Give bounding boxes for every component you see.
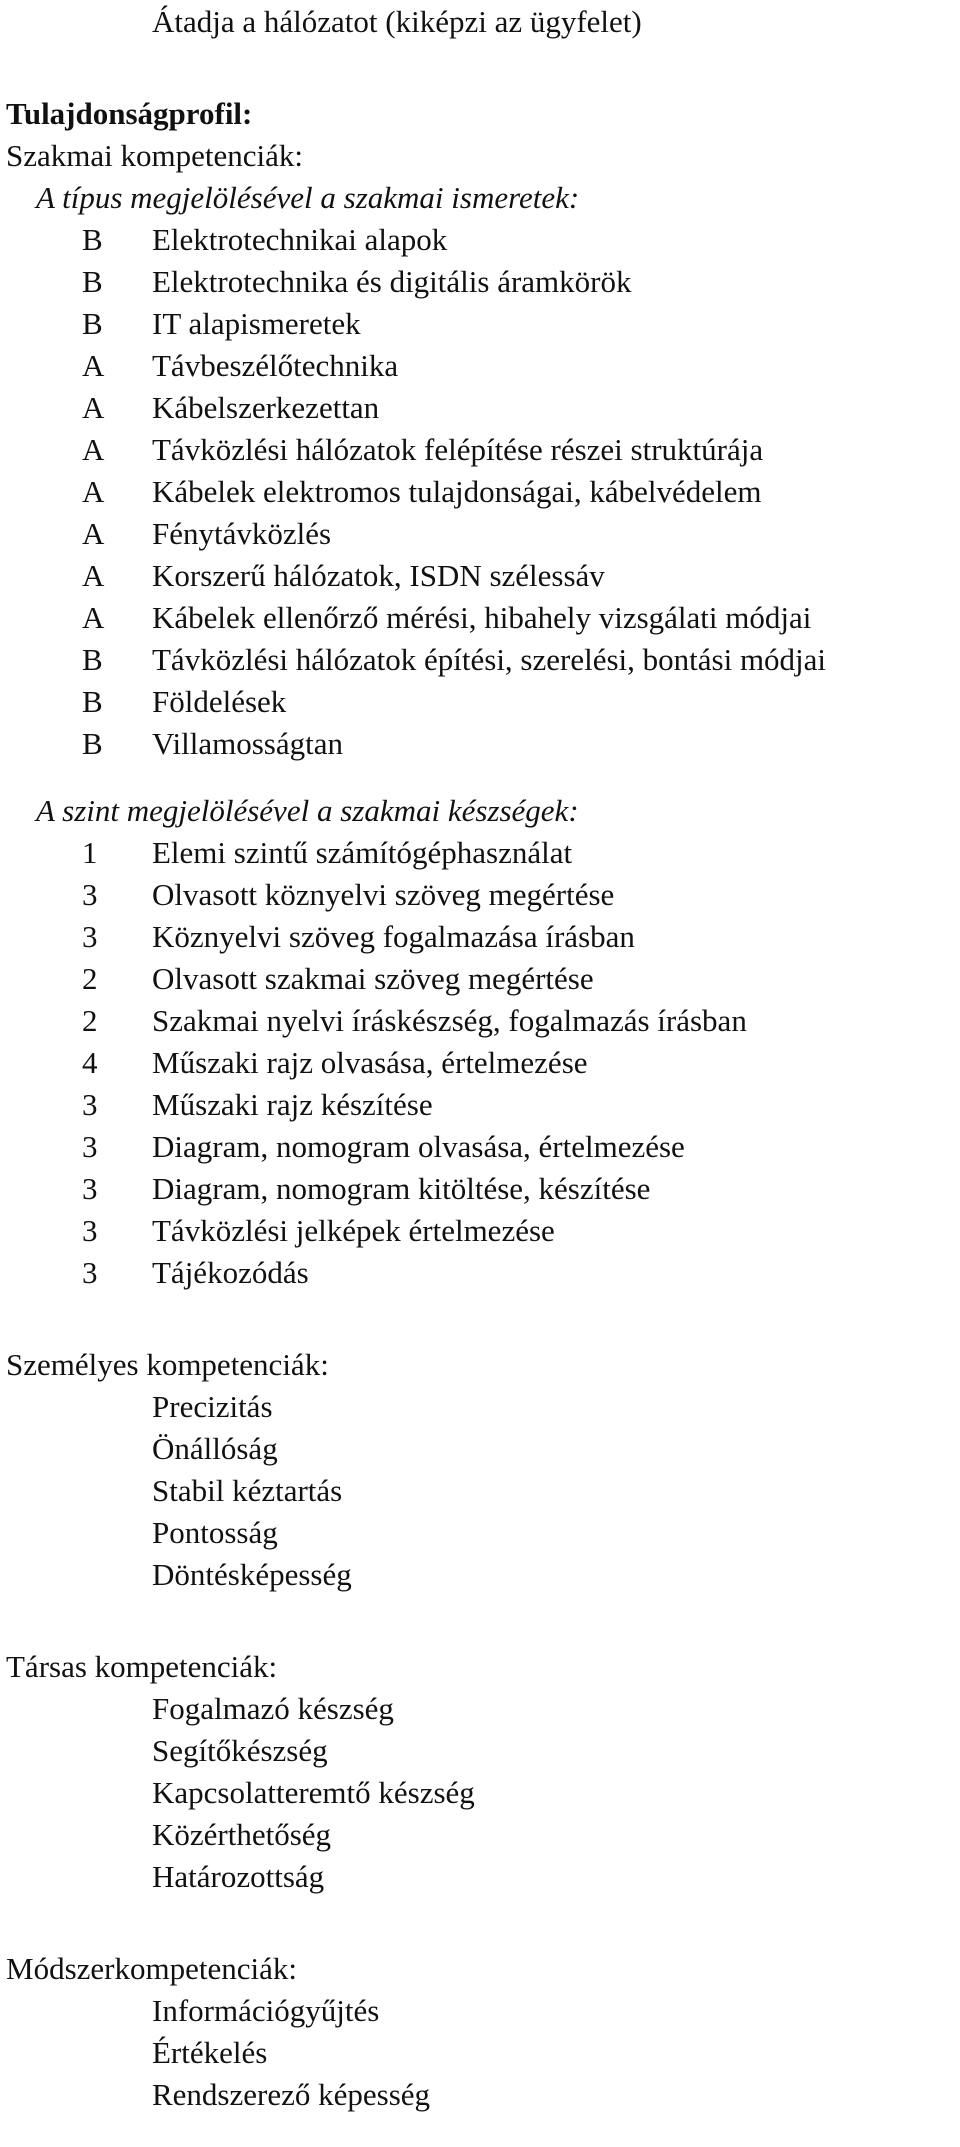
skill-text: Diagram, nomogram kitöltése, készítése	[152, 1171, 651, 1206]
social-item: Kapcsolatteremtő készség	[152, 1775, 475, 1810]
skill-item	[6, 1126, 956, 1168]
social-item: Közérthetőség	[152, 1817, 332, 1852]
skill-text: Szakmai nyelvi íráskészség, fogalmazás írásban	[152, 1003, 747, 1038]
knowledge-code: A	[82, 348, 105, 383]
knowledge-text: IT alapismeretek	[152, 306, 361, 341]
knowledge-code: B	[82, 684, 103, 719]
knowledge-text: Fénytávközlés	[152, 516, 332, 551]
professional-title: Szakmai kompetenciák:	[6, 138, 303, 173]
social-title: Társas kompetenciák:	[6, 1649, 278, 1684]
knowledge-code: B	[82, 222, 103, 257]
skill-level: 3	[82, 919, 98, 954]
skill-item	[6, 1210, 956, 1252]
knowledge-text: Villamosságtan	[152, 726, 343, 761]
skill-text: Olvasott köznyelvi szöveg megértése	[152, 877, 615, 912]
skill-level: 3	[82, 1171, 98, 1206]
knowledge-text: Távközlési hálózatok építési, szerelési, bontási módjai	[152, 642, 827, 677]
skill-text: Elemi szintű számítógéphasználat	[152, 835, 573, 870]
knowledge-list	[6, 219, 956, 765]
knowledge-item	[6, 639, 956, 681]
knowledge-text: Földelések	[152, 684, 287, 719]
skill-text: Műszaki rajz olvasása, értelmezése	[152, 1045, 588, 1080]
knowledge-item	[6, 219, 956, 261]
skill-text: Műszaki rajz készítése	[152, 1087, 433, 1122]
skill-text: Köznyelvi szöveg fogalmazása írásban	[152, 919, 635, 954]
skill-level: 3	[82, 1213, 98, 1248]
skill-level: 3	[82, 1087, 98, 1122]
knowledge-item	[6, 345, 956, 387]
knowledge-item	[6, 555, 956, 597]
social-item: Fogalmazó készség	[152, 1691, 394, 1726]
spacer	[6, 1294, 956, 1344]
knowledge-code: A	[82, 390, 105, 425]
social-item: Határozottság	[152, 1859, 325, 1894]
skill-item	[6, 1252, 956, 1294]
spacer	[6, 765, 956, 790]
knowledge-code: B	[82, 726, 103, 761]
skill-level: 3	[82, 1129, 98, 1164]
top-line: Átadja a hálózatot (kiképzi az ügyfelet)	[152, 4, 642, 39]
knowledge-item	[6, 387, 956, 429]
skills-title: A szint megjelölésével a szakmai készségek:	[36, 793, 579, 828]
skill-level: 1	[82, 835, 98, 870]
skill-item	[6, 874, 956, 916]
skill-item	[6, 1000, 956, 1042]
spacer	[6, 1596, 956, 1646]
social-list	[6, 1688, 956, 1898]
knowledge-code: A	[82, 432, 105, 467]
skill-text: Tájékozódás	[152, 1255, 309, 1290]
knowledge-text: Kábelszerkezettan	[152, 390, 380, 425]
skill-item	[6, 1168, 956, 1210]
skill-item	[6, 832, 956, 874]
knowledge-code: A	[82, 558, 105, 593]
knowledge-item	[6, 513, 956, 555]
method-title: Módszerkompetenciák:	[6, 1951, 297, 1986]
skill-level: 3	[82, 1255, 98, 1290]
knowledge-item	[6, 303, 956, 345]
knowledge-text: Kábelek elektromos tulajdonságai, kábelvédelem	[152, 474, 762, 509]
spacer	[6, 43, 956, 93]
knowledge-item	[6, 429, 956, 471]
personal-item: Önállóság	[152, 1431, 278, 1466]
knowledge-code: B	[82, 306, 103, 341]
skill-level: 3	[82, 877, 98, 912]
skill-text: Olvasott szakmai szöveg megértése	[152, 961, 594, 996]
knowledge-code: A	[82, 474, 105, 509]
knowledge-text: Elektrotechnika és digitális áramkörök	[152, 264, 632, 299]
skill-item	[6, 958, 956, 1000]
knowledge-code: A	[82, 516, 105, 551]
knowledge-text: Elektrotechnikai alapok	[152, 222, 448, 257]
skill-text: Diagram, nomogram olvasása, értelmezése	[152, 1129, 685, 1164]
skills-list	[6, 832, 956, 1294]
knowledge-text: Távközlési hálózatok felépítése részei struktúrája	[152, 432, 764, 467]
knowledge-text: Korszerű hálózatok, ISDN szélessáv	[152, 558, 605, 593]
knowledge-item	[6, 261, 956, 303]
skill-level: 2	[82, 961, 98, 996]
spacer	[6, 1898, 956, 1948]
personal-title: Személyes kompetenciák:	[6, 1347, 329, 1382]
knowledge-code: B	[82, 642, 103, 677]
knowledge-text: Kábelek ellenőrző mérési, hibahely vizsgálati módjai	[152, 600, 812, 635]
social-item: Segítőkészség	[152, 1733, 328, 1768]
method-item: Információgyűjtés	[152, 1993, 380, 2028]
skill-item	[6, 1084, 956, 1126]
personal-item: Döntésképesség	[152, 1557, 352, 1592]
knowledge-item	[6, 681, 956, 723]
knowledge-item	[6, 597, 956, 639]
knowledge-text: Távbeszélőtechnika	[152, 348, 399, 383]
skill-level: 4	[82, 1045, 98, 1080]
personal-item: Stabil kéztartás	[152, 1473, 343, 1508]
personal-list	[6, 1386, 956, 1596]
method-item: Értékelés	[152, 2035, 268, 2070]
skill-item	[6, 1042, 956, 1084]
personal-item: Pontosság	[152, 1515, 278, 1550]
skill-item	[6, 916, 956, 958]
knowledge-code: B	[82, 264, 103, 299]
knowledge-code: A	[82, 600, 105, 635]
profile-title: Tulajdonságprofil:	[6, 96, 253, 131]
document-page	[6, 0, 956, 2116]
personal-item: Precizitás	[152, 1389, 273, 1424]
method-list	[6, 1990, 956, 2116]
skill-level: 2	[82, 1003, 98, 1038]
knowledge-item	[6, 471, 956, 513]
method-item: Rendszerező képesség	[152, 2077, 431, 2112]
knowledge-title: A típus megjelölésével a szakmai ismeretek:	[36, 180, 580, 215]
skill-text: Távközlési jelképek értelmezése	[152, 1213, 555, 1248]
knowledge-item	[6, 723, 956, 765]
